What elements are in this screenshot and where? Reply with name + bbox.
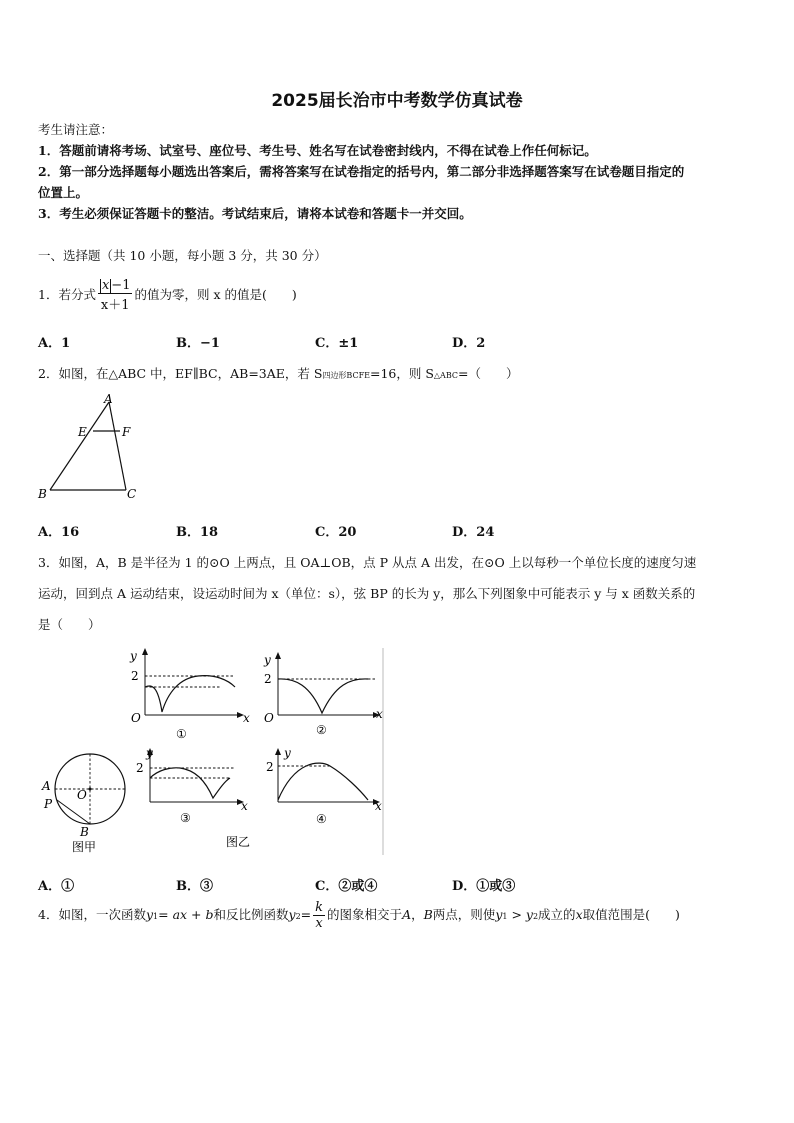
q4-cmp-y1: y (495, 907, 503, 922)
graph-3 (136, 746, 248, 825)
graph-2-curve (278, 679, 368, 713)
q2-option-c[interactable]: C．20 (315, 525, 357, 540)
q2-option-d[interactable]: D．24 (452, 525, 495, 540)
q3-option-a[interactable]: A．① (38, 879, 75, 894)
notice-item-1: 1．答题前请将考场、试室号、座位号、考生号、姓名写在试卷密封线内，不得在试卷上作任何标记。 (38, 143, 597, 158)
graph-4-number: ④ (316, 812, 327, 826)
q4-cmp-y1-sub: 1 (502, 912, 508, 921)
q3-option-b[interactable]: B．③ (176, 879, 213, 894)
center-point (89, 788, 92, 791)
graph-4-y-arrow (275, 748, 281, 755)
q4-prefix: 4．如图，一次函数 (38, 907, 146, 922)
label-e: E (78, 425, 87, 439)
graph-1-y-arrow (142, 648, 148, 655)
question-3-line-3: 是（ ） (38, 617, 101, 632)
q1-fraction (98, 278, 133, 313)
label-f: F (122, 425, 131, 439)
q4-suffix-1: 的图象相交于 (327, 907, 403, 922)
graph-4-x-label: x (375, 799, 382, 813)
graph-1-origin: O (131, 711, 141, 725)
q3-option-d[interactable]: D．①或③ (452, 879, 516, 894)
graph-1-x-label: x (243, 711, 250, 725)
q4-cmp-y2-sub: 2 (532, 912, 539, 921)
graph-4-y-label: y (284, 746, 291, 760)
q4-cmp-y2: y (525, 907, 533, 922)
notice-item-3: 3．考生必须保证答题卡的整洁。考试结束后，请将本试卷和答题卡一并交回。 (38, 206, 472, 221)
q4-eq2: = (300, 907, 312, 922)
circle-label-p: P (44, 797, 53, 811)
graph-3-y-label: y (146, 746, 153, 760)
side-ac (109, 402, 126, 490)
graph-1-number: ① (176, 727, 187, 741)
q2-text-a: 2．如图，在△ABC 中，EF∥BC，AB=3AE，若 S (38, 366, 323, 381)
graph-2 (263, 652, 383, 737)
q3-figure (30, 640, 400, 860)
q4-fraction (313, 900, 325, 931)
graph-4-two: 2 (266, 760, 274, 774)
graph-1 (129, 648, 250, 741)
graph-1-y-label: y (130, 649, 137, 663)
q4-point-b: B (423, 907, 433, 922)
q4-y1: y (145, 907, 154, 922)
q2-sub-abc: △ABC (433, 371, 458, 380)
graph-3-number: ③ (180, 811, 191, 825)
graph-4 (266, 746, 382, 826)
section-heading: 一、选择题（共 10 小题，每小题 3 分，共 30 分） (38, 248, 327, 263)
graph-3-two: 2 (136, 761, 144, 775)
q2-text-b: =16，则 S (369, 366, 434, 381)
q4-k: k (315, 900, 324, 915)
circle-label-a: A (42, 779, 51, 793)
q3-option-c[interactable]: C．②或④ (315, 879, 378, 894)
q1-option-b[interactable]: B．−1 (176, 336, 220, 351)
graph-1-curve (145, 676, 235, 712)
circle-label-b: B (80, 825, 89, 839)
circle-figure (41, 754, 125, 854)
graph-3-x-label: x (241, 799, 248, 813)
graph-4-curve (278, 763, 368, 800)
page-title: 2025届长治市中考数学仿真试卷 (271, 91, 523, 111)
q4-suffix-3: 成立的 (538, 907, 576, 922)
question-2 (38, 364, 518, 382)
notice-item-2: 2．第一部分选择题每小题选出答案后，需将答案写在试卷指定的括号内，第二部分非选择题答案写在试卷题目指定的 (38, 164, 685, 179)
caption-yi: 图乙 (226, 835, 251, 849)
graph-2-origin: O (264, 711, 274, 725)
q4-y1-sub: 1 (153, 912, 159, 921)
graph-2-x-label: x (376, 707, 383, 721)
circle-label-o: O (77, 788, 87, 802)
graph-3-curve (150, 768, 230, 798)
label-a: A (104, 392, 113, 406)
q4-x-den: x (315, 916, 323, 931)
q4-suffix-2: 两点，则使 (432, 907, 496, 922)
question-3-line-1: 3．如图，A，B 是半径为 1 的⊙O 上两点，且 OA⊥OB，点 P 从点 A 出发，在⊙O 上以每秒一个单位长度的速度匀速 (38, 555, 697, 570)
q4-comma: ， (411, 907, 424, 922)
q2-text-c: =（ ） (457, 366, 519, 381)
q4-x-var: x (575, 907, 583, 922)
q1-suffix: 的值为零，则 x 的值是( ) (134, 287, 297, 302)
q4-point-a: A (402, 907, 412, 922)
graph-2-y-arrow (275, 652, 281, 659)
graph-2-y-label: y (264, 653, 271, 667)
q4-y2: y (288, 907, 296, 922)
question-3-line-2: 运动，回到点 A 运动结束，设运动时间为 x（单位：s），弦 BP 的长为 y，那么下列图象中可能表示 y 与 x 函数关系的 (38, 586, 696, 601)
notice-item-2-cont: 位置上。 (38, 185, 89, 200)
q1-num-rest: −1 (111, 278, 131, 293)
side-ab (50, 402, 109, 490)
graph-2-two: 2 (264, 672, 272, 686)
q2-triangle-figure (30, 390, 150, 505)
q2-option-b[interactable]: B．18 (176, 525, 219, 540)
q1-prefix: 1．若分式 (38, 287, 96, 302)
q2-sub-quad: 四边形BCFE (322, 371, 370, 380)
q4-y2-sub: 2 (295, 912, 301, 921)
graph-2-number: ② (316, 723, 327, 737)
notice-heading: 考生请注意： (38, 122, 114, 137)
label-b: B (38, 487, 47, 501)
caption-jia: 图甲 (72, 840, 97, 854)
q1-option-d[interactable]: D．2 (452, 336, 486, 351)
q1-option-c[interactable]: C．±1 (315, 336, 359, 351)
graph-1-two: 2 (131, 669, 139, 683)
q1-num-abs: x (101, 278, 110, 293)
question-1 (38, 278, 297, 313)
q2-option-a[interactable]: A．16 (38, 525, 80, 540)
q1-den: x＋1 (100, 298, 130, 313)
q4-mid: 和反比例函数 (213, 907, 289, 922)
q4-cmp-gt: > (507, 907, 526, 922)
q1-option-a[interactable]: A．1 (38, 336, 71, 351)
q4-linear-eq: = ax + b (158, 907, 214, 922)
q4-suffix-4: 取值范围是( ) (582, 907, 680, 922)
label-c: C (127, 487, 137, 501)
question-4 (38, 900, 680, 931)
